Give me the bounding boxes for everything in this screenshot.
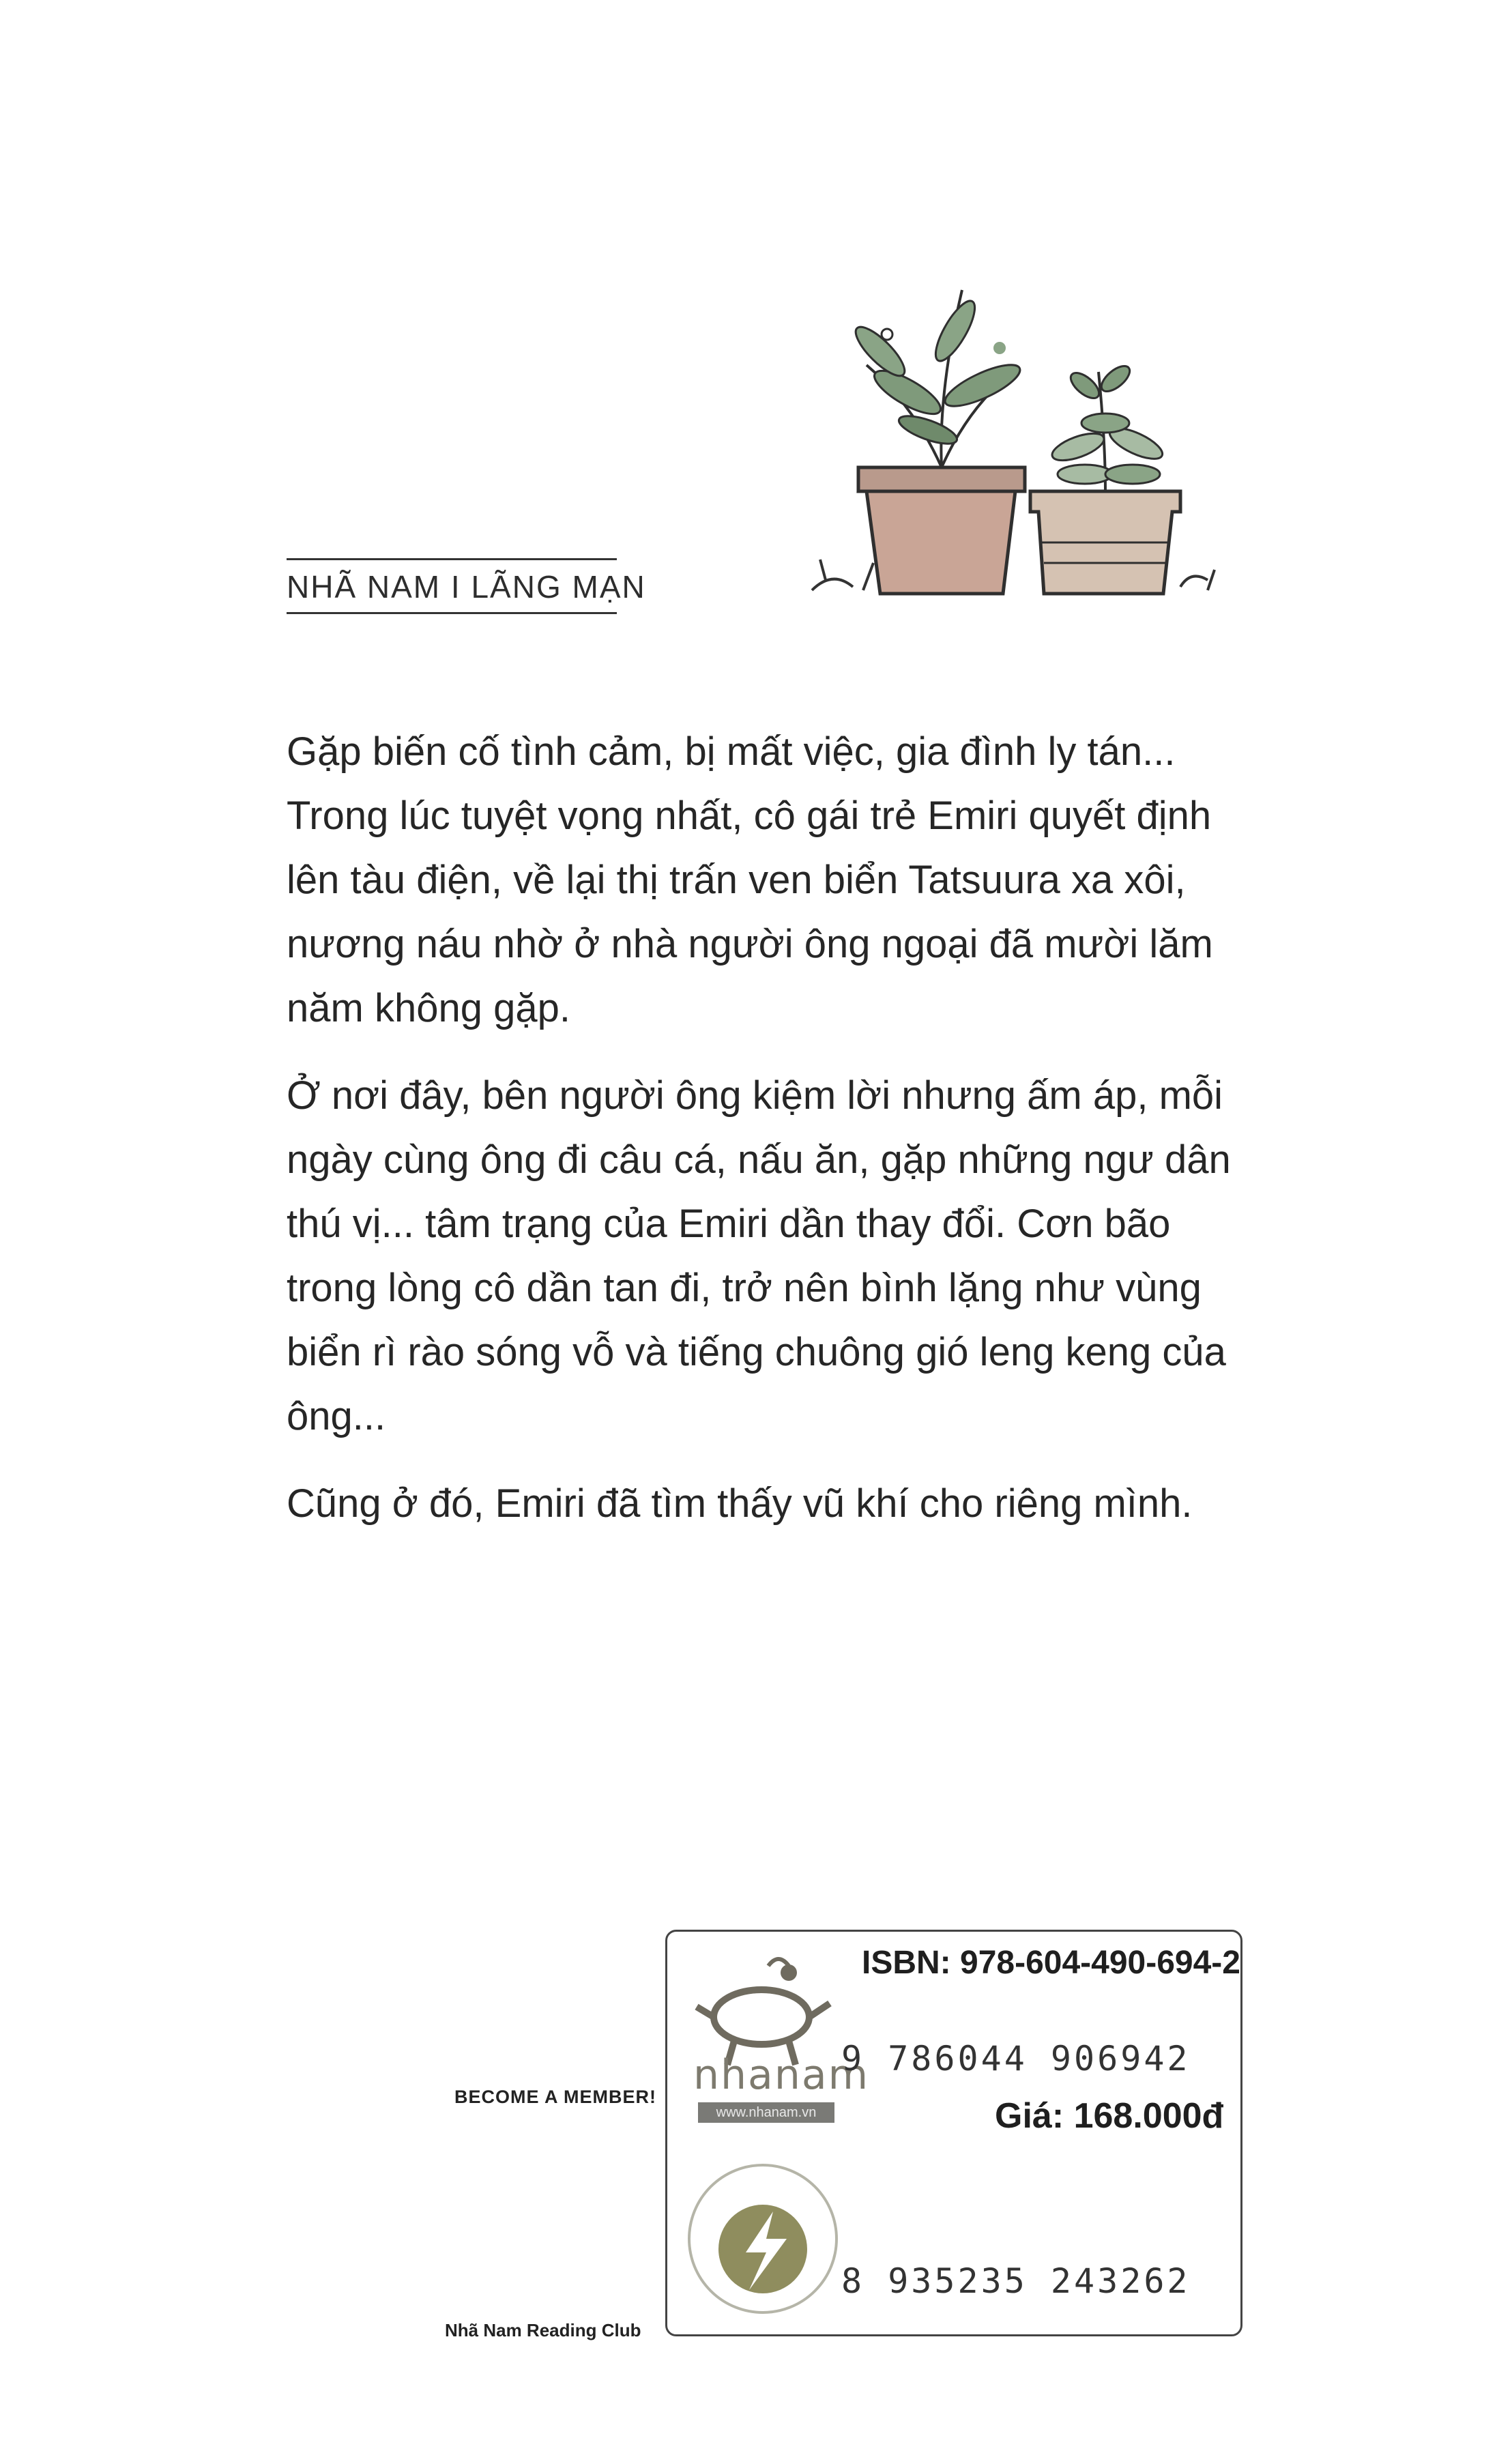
blurb-paragraph: Ở nơi đây, bên người ông kiệm lời nhưng ấm áp, mỗi ngày cùng ông đi câu cá, nấu ăn, gặp những ngư dân thú vị... tâm trạng của Emiri dần thay đổi. Cơn bão trong lòng cô dần tan đi, trở nên bình lặng như vùng biển rì rào sóng vỗ và tiếng chuông gió leng keng của ông...	[287, 1073, 1231, 1438]
publisher-brand: nhanam	[693, 2051, 870, 2099]
blurb-paragraph: Cũng ở đó, Emiri đã tìm thấy vũ khí cho riêng mình.	[287, 1481, 1193, 1526]
publisher-website: www.nhanam.vn	[698, 2102, 834, 2123]
become-member-text: BECOME A MEMBER!	[454, 2087, 656, 2107]
reading-club-text: Nhã Nam Reading Club	[445, 2320, 641, 2340]
book-blurb	[287, 720, 1255, 1559]
isbn-text: ISBN: 978-604-490-694-2	[862, 1945, 1240, 1981]
price-label-sticker	[665, 1930, 1242, 2336]
blurb-paragraph: Gặp biến cố tình cảm, bị mất việc, gia đình ly tán... Trong lúc tuyệt vọng nhất, cô gái trẻ Emiri quyết định lên tàu điện, về lại thị trấn ven biển Tatsuura xa xôi, nương náu nhờ ở nhà người ông ngoại đã mười lăm năm không gặp.	[287, 729, 1213, 1030]
seal-stamp-icon	[681, 2157, 845, 2321]
potted-plants-illustration	[798, 270, 1242, 624]
barcode-store-digits: 8 935235 243262	[841, 2261, 1191, 2301]
price-text: Giá: 168.000đ	[995, 2096, 1224, 2136]
barcode-isbn-digits: 9 786044 906942	[841, 2039, 1191, 2078]
series-label: NHÃ NAM I LÃNG MẠN	[287, 558, 617, 614]
